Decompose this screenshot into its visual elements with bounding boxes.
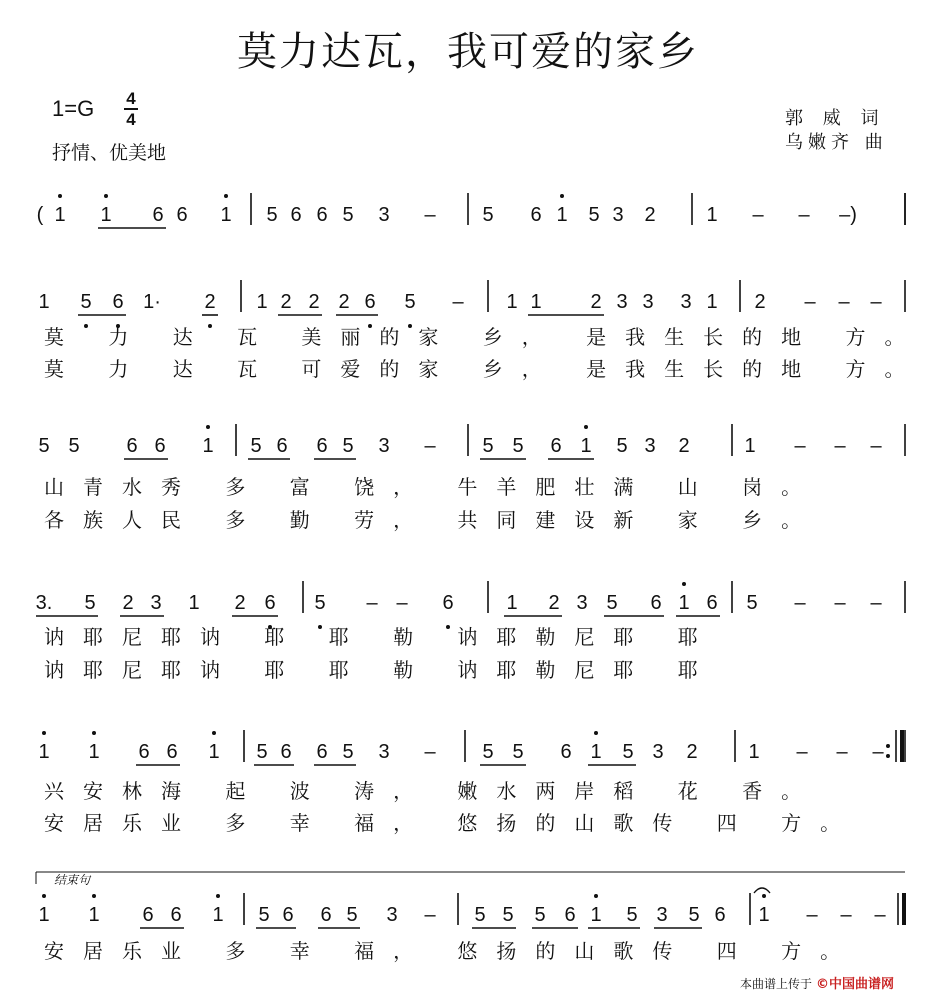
octave-dot-high (560, 194, 564, 198)
note: 6 (320, 904, 332, 926)
note: 5 (404, 291, 416, 313)
note: 5 (688, 904, 700, 926)
note: – (870, 592, 882, 614)
note: 6 (152, 204, 164, 226)
octave-dot-high (58, 194, 62, 198)
note: 6 (176, 204, 188, 226)
note: 1 (212, 904, 224, 926)
octave-dot-high (212, 731, 216, 735)
note: 5 (482, 741, 494, 763)
fermata (754, 888, 770, 893)
octave-dot-high (42, 731, 46, 735)
note: 6 (530, 204, 542, 226)
note: 5 (342, 741, 354, 763)
note: 6 (316, 204, 328, 226)
octave-dot-high (224, 194, 228, 198)
note: 6 (264, 592, 276, 614)
lyric-line: 讷耶尼耶讷 耶 耶 勒 讷耶勒尼耶 耶 (44, 658, 717, 682)
note: 3 (656, 904, 668, 926)
note: – (798, 204, 810, 226)
note: 6 (112, 291, 124, 313)
note: 2 (548, 592, 560, 614)
note: 5 (266, 204, 278, 226)
octave-dot-high (92, 731, 96, 735)
note: 3 (616, 291, 628, 313)
octave-dot-high (594, 894, 598, 898)
footer (740, 973, 894, 992)
note: 1 (590, 741, 602, 763)
note: – (424, 741, 436, 763)
site-logo: ©中国曲谱网 (816, 977, 895, 992)
note: 2 (204, 291, 216, 313)
note: 5 (314, 592, 326, 614)
note: 1 (678, 592, 690, 614)
note: 5 (342, 204, 354, 226)
octave-dot-high (762, 894, 766, 898)
note: 5 (616, 435, 628, 457)
note: 6 (154, 435, 166, 457)
note: 1· (143, 291, 161, 313)
lyric-line: 安居乐业 多 幸 福， 悠扬的山歌传 四 方。 (44, 811, 860, 835)
note: 5 (342, 435, 354, 457)
note: – (424, 435, 436, 457)
time-signature-bottom: 4 (126, 110, 136, 129)
note: 2 (644, 204, 656, 226)
note: 1 (506, 291, 518, 313)
note: 1 (88, 741, 100, 763)
note: – (806, 904, 818, 926)
note: – (804, 291, 816, 313)
note: 5 (502, 904, 514, 926)
note: 1 (54, 204, 66, 226)
note: 2 (686, 741, 698, 763)
lyric-line: 兴安林海 起 波 涛， 嫩水两岸稻 花 香。 (44, 779, 821, 803)
note: 6 (142, 904, 154, 926)
octave-dot-high (584, 425, 588, 429)
note: 3 (386, 904, 398, 926)
note: 1 (706, 291, 718, 313)
note: 2 (308, 291, 320, 313)
note: 6 (550, 435, 562, 457)
note: – (870, 291, 882, 313)
note: 5 (746, 592, 758, 614)
note: 2 (754, 291, 766, 313)
octave-dot-high (682, 582, 686, 586)
note: 5 (68, 435, 80, 457)
note: 6 (166, 741, 178, 763)
note: 5 (346, 904, 358, 926)
octave-dot-high (42, 894, 46, 898)
note: 1 (580, 435, 592, 457)
note: 1 (256, 291, 268, 313)
end-phrase-label: 结束句 (54, 873, 91, 887)
note: 3 (150, 592, 162, 614)
note: 1 (188, 592, 200, 614)
octave-dot-high (92, 894, 96, 898)
note: 1 (744, 435, 756, 457)
note: 3 (378, 204, 390, 226)
note: 6 (126, 435, 138, 457)
note: – (794, 435, 806, 457)
note: 5 (482, 204, 494, 226)
note: – (752, 204, 764, 226)
lyric-line: 安居乐业 多 幸 福， 悠扬的山歌传 四 方。 (44, 939, 860, 963)
note: – (366, 592, 378, 614)
note: 6 (442, 592, 454, 614)
note: 1 (38, 291, 50, 313)
note: – (834, 592, 846, 614)
lyric-line: 讷耶尼耶讷 耶 耶 勒 讷耶勒尼耶 耶 (44, 625, 717, 649)
note: 5 (474, 904, 486, 926)
note: 5 (80, 291, 92, 313)
lyric-line: 莫 力 达 瓦 美丽的家 乡， 是我生长的地 方。 (44, 325, 924, 349)
note: 6 (650, 592, 662, 614)
note: 2 (678, 435, 690, 457)
note: 3 (576, 592, 588, 614)
time-signature-top: 4 (126, 89, 136, 108)
note: 6 (364, 291, 376, 313)
octave-dot-high (216, 894, 220, 898)
lyric-line: 山青水秀 多 富 饶， 牛羊肥壮满 山 岗。 (44, 475, 821, 499)
note: 2 (122, 592, 134, 614)
note: 3 (652, 741, 664, 763)
composer-credit: 乌嫩齐 曲 (785, 132, 888, 153)
note: 1 (208, 741, 220, 763)
song-title: 莫力达瓦，我可爱的家乡 (237, 29, 699, 75)
note: 1 (100, 204, 112, 226)
note: 1 (748, 741, 760, 763)
note: 2 (590, 291, 602, 313)
note: 3 (680, 291, 692, 313)
note: 3 (378, 435, 390, 457)
note: – (834, 435, 846, 457)
note: 6 (290, 204, 302, 226)
note: 3 (644, 435, 656, 457)
note: – (836, 741, 848, 763)
note: 1 (38, 904, 50, 926)
note: 3 (378, 741, 390, 763)
note: – (796, 741, 808, 763)
note: 5 (84, 592, 96, 614)
note: 6 (280, 741, 292, 763)
note: 3 (642, 291, 654, 313)
note: 1 (202, 435, 214, 457)
note: 6 (564, 904, 576, 926)
note: – (424, 204, 436, 226)
note: 5 (482, 435, 494, 457)
note: 6 (282, 904, 294, 926)
note: 6 (170, 904, 182, 926)
note: 5 (250, 435, 262, 457)
note: 6 (138, 741, 150, 763)
note: – (874, 904, 886, 926)
note: 5 (258, 904, 270, 926)
note: 5 (622, 741, 634, 763)
octave-dot-high (594, 731, 598, 735)
note: 1 (590, 904, 602, 926)
note: 1 (706, 204, 718, 226)
note: 1 (38, 741, 50, 763)
note: – (452, 291, 464, 313)
repeat-dot (886, 744, 890, 748)
note: 6 (276, 435, 288, 457)
lyric-line: 各族人民 多 勤 劳， 共同建设新 家 乡。 (44, 508, 821, 532)
note: 5 (38, 435, 50, 457)
lyricist-credit: 郭 威 词 (785, 108, 886, 129)
footer-text: 本曲谱上传于 (740, 977, 813, 991)
note: 5 (588, 204, 600, 226)
note: – (872, 741, 884, 763)
repeat-dot (886, 754, 890, 758)
note: 1 (556, 204, 568, 226)
note: 2 (280, 291, 292, 313)
note: 1 (220, 204, 232, 226)
note: 5 (512, 435, 524, 457)
note: –) (839, 204, 857, 226)
note: 6 (714, 904, 726, 926)
note: ( (36, 204, 44, 226)
note: 5 (256, 741, 268, 763)
tempo-marking: 抒情、优美地 (52, 142, 167, 164)
note: – (794, 592, 806, 614)
note: 1 (88, 904, 100, 926)
note: 3 (612, 204, 624, 226)
note: – (840, 904, 852, 926)
note: 2 (338, 291, 350, 313)
note: 1 (506, 592, 518, 614)
note: – (870, 435, 882, 457)
octave-dot-high (206, 425, 210, 429)
note: 6 (560, 741, 572, 763)
lyric-line: 莫 力 达 瓦 可爱的家 乡， 是我生长的地 方。 (44, 357, 924, 381)
note: – (424, 904, 436, 926)
note: 3. (35, 592, 53, 614)
note: 1 (530, 291, 542, 313)
note: – (838, 291, 850, 313)
note: 6 (316, 741, 328, 763)
note: 6 (706, 592, 718, 614)
note: 2 (234, 592, 246, 614)
note: 6 (316, 435, 328, 457)
note: – (396, 592, 408, 614)
note: 5 (534, 904, 546, 926)
note: 5 (626, 904, 638, 926)
note: 5 (606, 592, 618, 614)
key-signature: 1=G (52, 96, 95, 121)
octave-dot-high (104, 194, 108, 198)
note: 5 (512, 741, 524, 763)
note: 1 (758, 904, 770, 926)
